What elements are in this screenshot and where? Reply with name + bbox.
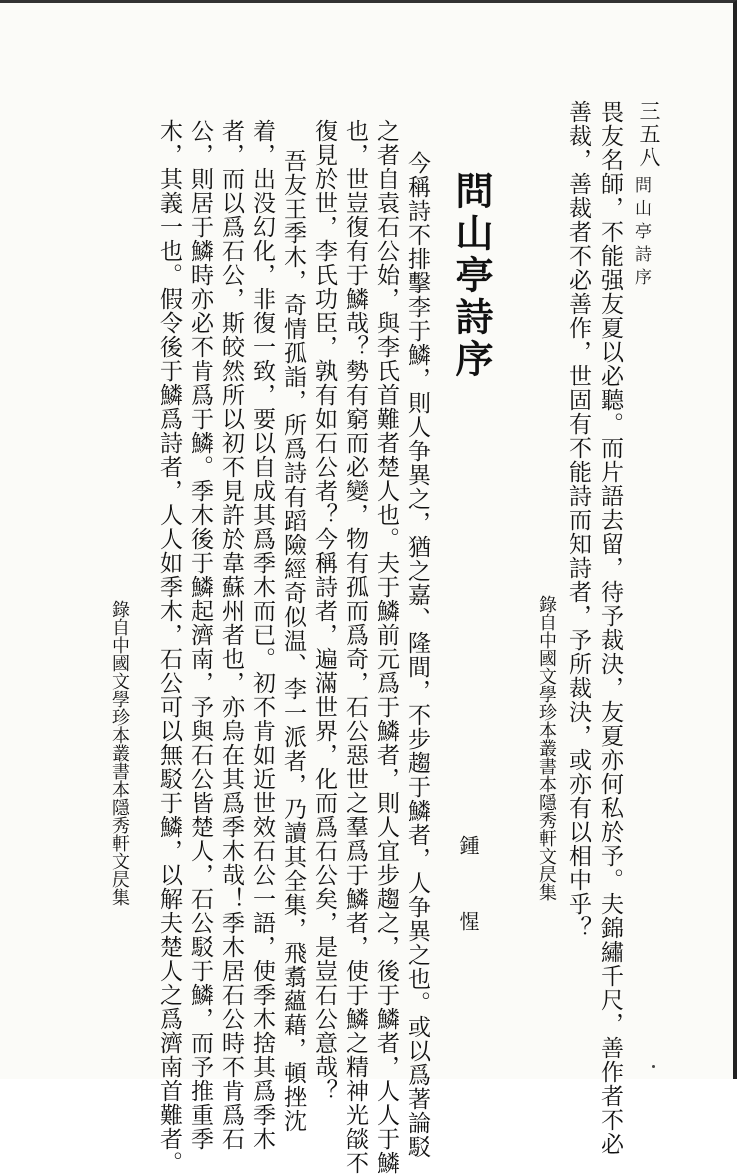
essay-line-2: 之者自袁石公始，與李氏首難者楚人也。夫于鱗前元爲于鱗者，則人宜步趨之，後于鱗者，人人于鱗	[373, 119, 399, 1175]
essay-line-4: 復見於世，李氏功臣，孰有如石公者？今稱詩者，遍滿世界，化而爲石公矣，是豈石公意哉？	[311, 119, 337, 1103]
essay-line-9: 木，其義一也。假令後于鱗爲詩者，人人如季木，石公可以無駁于鱗，以解夫楚人之爲濟南首難者。	[156, 119, 182, 1175]
essay-line-3: 也，世豈復有于鱗哉？勢有窮而必變，物有孤而爲奇，石公惡世之羣爲于鱗者，使于鱗之精神光燄不	[342, 119, 368, 1175]
essay-title: 問山亭詩序	[449, 171, 494, 381]
essay-line-8: 公，則居于鱗時亦必不肯爲于鱗。季木後于鱗起濟南，予與石公皆楚人，石公駁于鱗，而予推重季	[187, 119, 213, 1151]
essay-line-1: 今稱詩不排擊李于鱗，則人争異之，猶之嘉、隆間，不步趨于鱗者，人争異之也。或以爲著論駁	[404, 151, 430, 1159]
previous-text-line-2: 善裁，善裁者不必善作，世固有不能詩而知詩者，予所裁決，或亦有以相中乎？	[565, 100, 591, 940]
essay-line-6: 着，出没幻化，非復一致，要以自成其爲季木而已。初不肯如近世效石公一語，使季木捨其爲季木	[249, 119, 275, 1151]
essay-line-7: 者，而以爲石公，斯皎然所以初不見許於韋蘇州者也，亦烏在其爲季木哉！季木居石公時不肯爲石	[218, 119, 244, 1151]
essay-author: 鍾 惺	[456, 835, 480, 949]
previous-source-note: 錄自中國文學珍本叢書本隱秀軒文昃集	[536, 595, 557, 901]
print-speck	[652, 1065, 655, 1068]
running-header: 、問山亭詩序	[631, 153, 651, 291]
essay-line-5: 吾友王季木，奇情孤詣，所爲詩有蹈險經奇似温、李一派者，乃讀其全集，飛翥蘊藉，頓挫沈	[280, 149, 306, 1133]
page-number: 三五八	[637, 100, 661, 169]
essay-source-note: 錄自中國文學珍本叢書本隱秀軒文昃集	[109, 600, 130, 906]
previous-text-line-1: 畏友名師，不能强友夏以必聽。而片語去留，待予裁決，友夏亦何私於予。夫錦繡千尺，善作者不必	[597, 100, 623, 1156]
